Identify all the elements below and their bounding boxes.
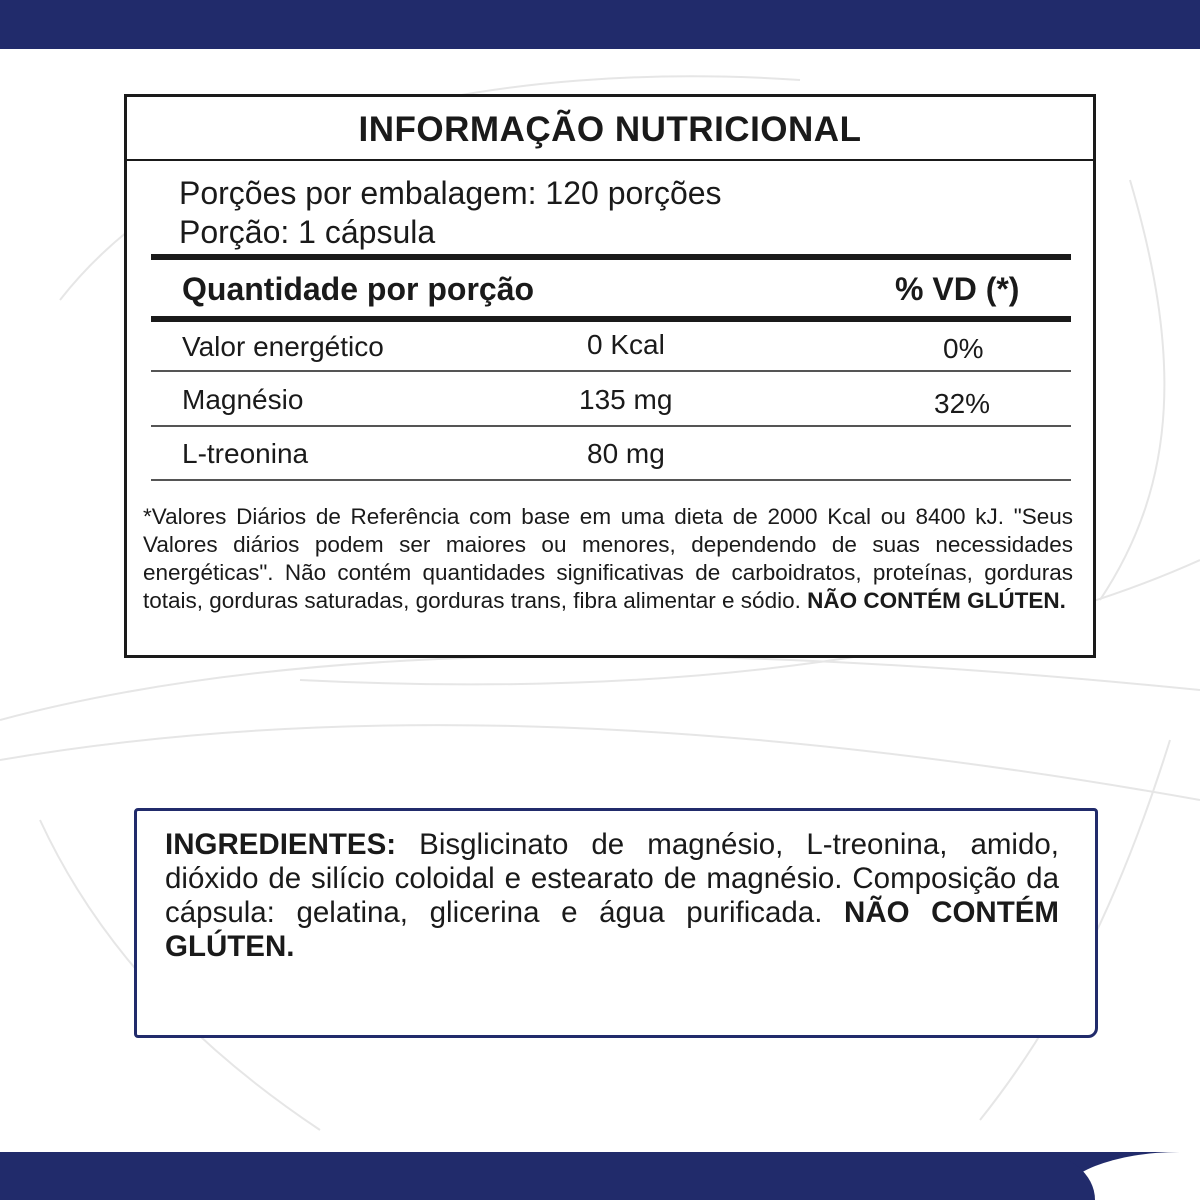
header-daily-value: % VD (*) [895, 271, 1020, 307]
nutrient-dv: 32% [934, 388, 991, 419]
ingredients-paragraph [165, 828, 1059, 964]
serving-info [179, 174, 722, 252]
nutrient-name: L-treonina [182, 438, 309, 469]
ingredients-label: INGREDIENTES: [165, 828, 397, 861]
header-amount-per-serving: Quantidade por porção [182, 271, 535, 307]
ingredients-warning: NÃO CONTÉM GLÚTEN. [165, 896, 1060, 963]
nutrient-amount: 0 Kcal [587, 329, 665, 360]
nutrition-facts-table [124, 94, 1096, 658]
footnote-text: *Valores Diários de Referência com base em uma dieta de 2000 Kcal ou 8400 kJ. "Seus Valores diários podem ser maiores ou menores, dependendo de suas necessidades energéticas". Não contém quantidades significativas de carboidratos, proteínas, gorduras totais, gorduras saturadas, gorduras trans, fibra alimentar e sódio. [143, 504, 1073, 613]
serving-size: Porção: 1 cápsula [179, 214, 436, 250]
thick-divider [151, 316, 1071, 322]
bottom-band-fill [0, 1152, 1095, 1200]
nutrient-name: Magnésio [182, 384, 304, 415]
bottom-band [0, 1152, 1200, 1200]
row-divider [151, 370, 1071, 372]
servings-per-package: Porções por embalagem: 120 porções [179, 175, 722, 211]
nutrient-amount: 135 mg [579, 384, 673, 415]
ingredients-box [134, 808, 1098, 1038]
nutrient-amount: 80 mg [587, 438, 665, 469]
gluten-free-notice: NÃO CONTÉM GLÚTEN. [807, 588, 1066, 613]
nutrition-title: INFORMAÇÃO NUTRICIONAL [127, 97, 1093, 161]
row-divider [151, 479, 1071, 481]
thick-divider [151, 254, 1071, 260]
footnote [143, 503, 1073, 615]
row-divider [151, 425, 1071, 427]
ingredients-text: Bisglicinato de magnésio, L-treonina, amido, dióxido de silício coloidal e estearato de magnésio. Composição da cápsula: gelatina, glicerina e água purificada. [165, 828, 1059, 929]
nutrient-dv: 0% [943, 333, 984, 364]
nutrient-name: Valor energético [182, 331, 384, 362]
